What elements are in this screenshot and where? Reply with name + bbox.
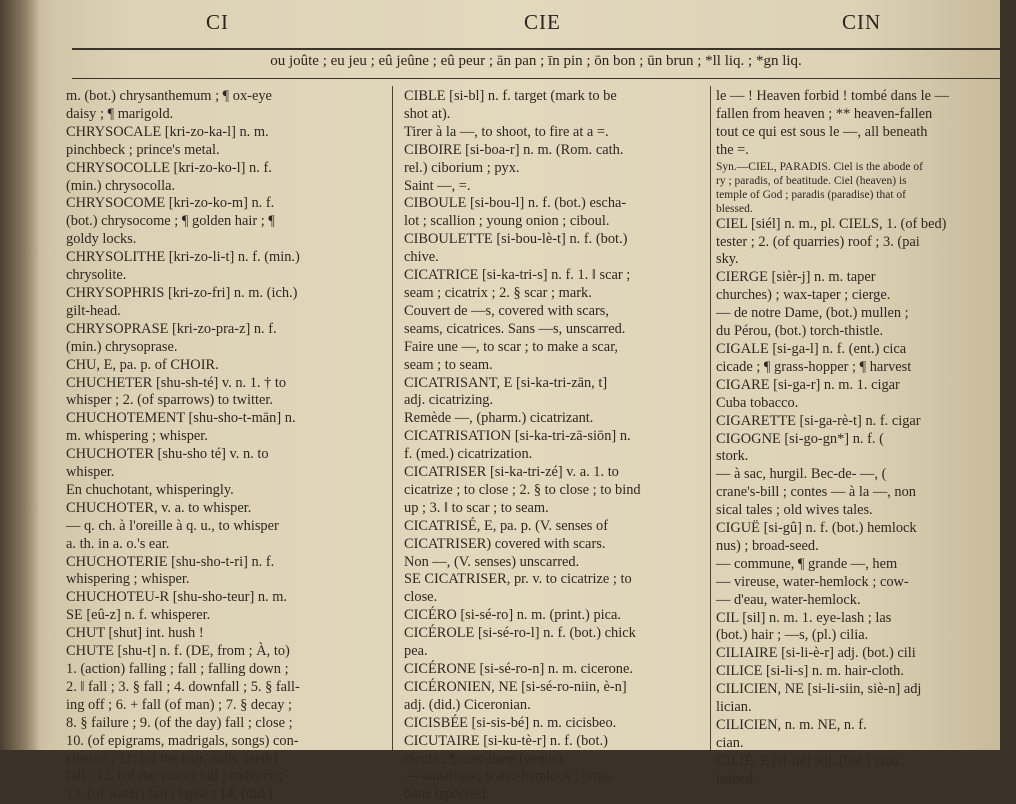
pronunciation-key: ou joûte ; eu jeu ; eû jeûne ; eû peur ; ān pan ; īn pin ; ōn bon ; ūn brun ; *ll liq. ; *gn liq. <box>270 53 802 69</box>
entry-line: a. th. in a. o.'s ear. <box>66 535 170 552</box>
entry-line: CHUTE [shu-t] n. f. (DE, from ; À, to) <box>66 643 290 660</box>
entry-line: CIEL [siél] n. m., pl. CIELS, 1. (of bed) <box>716 215 947 232</box>
entry-line: SE [eû-z] n. f. whisperer. <box>66 607 211 624</box>
entry-line: Non —, (V. senses) unscarred. <box>404 553 580 570</box>
entry-line: CILICE [si-li-s] n. m. hair-cloth. <box>716 663 904 680</box>
entry-line: fallen from heaven ; ** heaven-fallen <box>716 105 933 122</box>
entry-line: Saint —, =. <box>404 177 471 194</box>
entry-line: churches) ; wax-taper ; cierge. <box>716 287 891 304</box>
entry-line: sical tales ; old wives tales. <box>716 502 873 519</box>
entry-line: whisper. <box>66 464 115 481</box>
entry-line: blessed. <box>716 202 753 215</box>
entry-line: seam ; cicatrix ; 2. § scar ; mark. <box>404 284 592 301</box>
entry-line: Tirer à la —, to shoot, to fire at a =. <box>404 123 609 140</box>
entry-line: CICATRISER) covered with scars. <box>404 535 606 552</box>
entry-line: stork. <box>716 448 749 465</box>
entry-line: seam ; to seam. <box>404 356 493 373</box>
entry-line: CIGARE [si-ga-r] n. m. 1. cigar <box>716 376 900 393</box>
entry-line: cicuta ; ¶ cow-bane (genus). <box>404 750 566 767</box>
entry-line: cicade ; ¶ grass-hopper ; ¶ harvest <box>716 358 912 375</box>
entry-line: fall ; 12. (of the voice) fall ; cadence ; <box>66 768 284 785</box>
entry-line: En chuchotant, whisperingly. <box>66 481 234 498</box>
entry-line: ry ; paradis, of beatitude. Ciel (heaven) is <box>716 174 907 187</box>
column-left <box>66 88 384 803</box>
entry-line: (bot.) chrysocome ; ¶ golden hair ; ¶ <box>66 213 275 230</box>
entry-line: CHUCHOTERIE [shu-sho-t-ri] n. f. <box>66 553 275 570</box>
entry-line: sky. <box>716 251 739 268</box>
entry-line: 2. ‖ fall ; 3. § fall ; 4. downfall ; 5. § fall- <box>66 678 300 695</box>
page-heading: CIE <box>524 10 561 34</box>
entry-line: Faire une —, to scar ; to make a scar, <box>404 338 619 355</box>
guide-word-right: CIN <box>842 10 882 34</box>
entry-line: ing off ; 6. + fall (of man) ; 7. § decay ; <box>66 696 293 713</box>
entry-line: CIBLE [si-bl] n. f. target (mark to be <box>404 88 617 104</box>
entry-line: nus) ; broad-seed. <box>716 537 819 554</box>
entry-line: shot at). <box>404 105 451 122</box>
entry-line: 8. § failure ; 9. (of the day) fall ; close ; <box>66 714 293 731</box>
entry-line: cicatrize ; to close ; 2. § to close ; to bind <box>404 481 641 498</box>
entry-line: CIGUË [si-gû] n. f. (bot.) hemlock <box>716 520 917 537</box>
entry-line: bane (species). <box>404 786 490 803</box>
entry-line: (min.) chrysocolla. <box>66 177 176 194</box>
entry-line: le — ! Heaven forbid ! tombé dans le — <box>716 88 949 104</box>
entry-line: Cuba tobacco. <box>716 394 799 411</box>
column-divider <box>392 86 393 750</box>
entry-line: CHUCHOTER [shu-sho té] v. n. to <box>66 446 269 463</box>
key-rule <box>72 78 1000 79</box>
entry-line: CILIAIRE [si-li-è-r] adj. (bot.) cili <box>716 645 916 662</box>
entry-line: m. (bot.) chrysanthemum ; ¶ ox-eye <box>66 88 272 104</box>
entry-line: CHRYSOLITHE [kri-zo-li-t] n. f. (min.) <box>66 249 300 266</box>
entry-line: daisy ; ¶ marigold. <box>66 105 174 122</box>
entry-line: CICATRISANT, E [si-ka-tri-zān, t] <box>404 374 608 391</box>
entry-line: CHUT [shut] int. hush ! <box>66 625 204 642</box>
entry-line: adj. (did.) Ciceronian. <box>404 696 531 713</box>
entry-line: CILICIEN, n. m. NE, n. f. <box>716 717 867 733</box>
entry-line: adj. cicatrizing. <box>404 392 494 409</box>
entry-line: CIBOULE [si-bou-l] n. f. (bot.) escha- <box>404 195 627 212</box>
entry-line: — de notre Dame, (bot.) mullen ; <box>716 305 909 322</box>
entry-line: CHUCHOTEU-R [shu-sho-teur] n. m. <box>66 589 288 606</box>
entry-line: 1. (action) falling ; fall ; falling down ; <box>66 661 289 677</box>
entry-line: CHRYSOPHRIS [kri-zo-fri] n. m. (ich.) <box>66 284 298 301</box>
entry-line: Couvert de —s, covered with scars, <box>404 302 610 319</box>
entry-line: whisper ; 2. (of sparrows) to twitter. <box>66 392 274 409</box>
entry-line: SE CICATRISER, pr. v. to cicatrize ; to <box>404 571 632 588</box>
entry-line: CICÉRO [si-sé-ro] n. m. (print.) pica. <box>404 607 622 624</box>
entry-line: whispering ; whisper. <box>66 571 190 588</box>
entry-line: du Pérou, (bot.) torch-thistle. <box>716 323 884 340</box>
column-right <box>716 88 1016 787</box>
entry-line: tester ; 2. (of quarries) roof ; 3. (pai <box>716 233 920 250</box>
entry-line: CILICIEN, NE [si-li-siin, siè-n] adj <box>716 681 922 698</box>
entry-line: CHUCHETER [shu-sh-té] v. n. 1. † to <box>66 374 287 391</box>
entry-line: cian. <box>716 734 744 751</box>
entry-line: (bot.) hair ; —s, (pl.) cilia. <box>716 627 869 644</box>
entry-line: chrysolite. <box>66 267 127 284</box>
entry-line: m. whispering ; whisper. <box>66 428 208 445</box>
entry-line: pea. <box>404 643 428 660</box>
entry-line: CICUTAIRE [si-ku-tè-r] n. f. (bot.) <box>404 732 608 749</box>
column-divider <box>710 86 711 750</box>
entry-line: f. (med.) cicatrization. <box>404 446 533 463</box>
entry-line: CICATRISÉ, E, pa. p. (V. senses of <box>404 517 608 534</box>
entry-line: lician. <box>716 699 752 716</box>
entry-line: CILIÉ, E [si-lié] adj. (bot.) cilia <box>716 752 900 769</box>
entry-line: lashed. <box>716 770 757 787</box>
entry-line: CIGOGNE [si-go-gn*] n. f. ( <box>716 430 884 447</box>
entry-line: Syn.—CIEL, PARADIS. Ciel is the abode of <box>716 160 923 173</box>
entry-line: — d'eau, water-hemlock. <box>716 591 861 608</box>
entry-line: CHU, E, pa. p. of CHOIR. <box>66 356 219 373</box>
guide-word-left: CI <box>206 10 229 34</box>
entry-line: close. <box>404 589 438 606</box>
entry-line: 13. (of water) fall ; lapse ; 14. (did.) <box>66 786 273 803</box>
entry-line: CIERGE [sièr-j] n. m. taper <box>716 269 876 286</box>
entry-line: CICÉRONIEN, NE [si-sé-ro-niin, è-n] <box>404 678 627 695</box>
dictionary-page <box>12 0 1000 803</box>
entry-line: (min.) chrysoprase. <box>66 338 178 355</box>
entry-line: crane's-bill ; contes — à la —, non <box>716 484 917 501</box>
entry-line: chive. <box>404 249 439 266</box>
entry-line: CICATRISATION [si-ka-tri-zā-siōn] n. <box>404 428 631 445</box>
entry-line: — à sac, hurgil. Bec-de- —, ( <box>716 466 887 483</box>
entry-line: up ; 3. ‖ to scar ; to seam. <box>404 499 549 516</box>
entry-line: tout ce qui est sous le —, all beneath <box>716 123 928 140</box>
entry-line: CICÉROLE [si-sé-ro-l] n. f. (bot.) chick <box>404 625 636 642</box>
entry-line: CIGARETTE [si-ga-rè-t] n. f. cigar <box>716 412 921 429</box>
entry-line: lot ; scallion ; young onion ; ciboul. <box>404 213 610 230</box>
entry-line: CIBOIRE [si-boa-r] n. m. (Rom. cath. <box>404 141 624 158</box>
entry-line: CHUCHOTER, v. a. to whisper. <box>66 499 252 516</box>
header-rule <box>72 48 1000 50</box>
entry-line: 10. (of epigrams, madrigals, songs) con- <box>66 732 299 749</box>
entry-line: — aquatique, water-hemlock ; cow- <box>404 768 612 785</box>
entry-line: CIGALE [si-ga-l] n. f. (ent.) cica <box>716 340 907 357</box>
entry-line: CHRYSOCOLLE [kri-zo-ko-l] n. f. <box>66 159 272 176</box>
entry-line: goldy locks. <box>66 231 137 248</box>
entry-line: rel.) ciborium ; pyx. <box>404 159 520 176</box>
entry-line: gilt-head. <box>66 302 121 319</box>
entry-line: the =. <box>716 141 749 158</box>
entry-line: CICATRICE [si-ka-tri-s] n. f. 1. ‖ scar ; <box>404 267 631 284</box>
page-header <box>12 10 1000 40</box>
entry-line: CICATRISER [si-ka-tri-zé] v. a. 1. to <box>404 464 619 481</box>
entry-line: pinchbeck ; prince's metal. <box>66 141 220 158</box>
entry-line: CIBOULETTE [si-bou-lè-t] n. f. (bot.) <box>404 231 628 248</box>
entry-line: CHRYSOCALE [kri-zo-ka-l] n. m. <box>66 123 269 140</box>
entry-line: temple of God ; paradis (paradise) that of <box>716 188 907 201</box>
entry-line: CHRYSOPRASE [kri-zo-pra-z] n. f. <box>66 320 277 337</box>
entry-line: CICÉRONE [si-sé-ro-n] n. m. cicerone. <box>404 661 633 677</box>
entry-line: CICISBÉE [si-sis-bé] n. m. cicisbeo. <box>404 714 617 731</box>
entry-line: CHUCHOTEMENT [shu-sho-t-mān] n. <box>66 410 296 427</box>
entry-line: — vireuse, water-hemlock ; cow- <box>716 573 909 590</box>
entry-line: clusion ; 11. (of the hair, nails, teeth) <box>66 750 278 767</box>
entry-line: — q. ch. à l'oreille à q. u., to whisper <box>66 517 279 534</box>
entry-line: CIL [sil] n. m. 1. eye-lash ; las <box>716 609 892 626</box>
column-middle <box>404 88 722 803</box>
entry-line: seams, cicatrices. Sans —s, unscarred. <box>404 320 626 337</box>
entry-line: — commune, ¶ grande —, hem <box>716 555 898 572</box>
entry-line: CHRYSOCOME [kri-zo-ko-m] n. f. <box>66 195 275 212</box>
entry-line: Remède —, (pharm.) cicatrizant. <box>404 410 594 427</box>
